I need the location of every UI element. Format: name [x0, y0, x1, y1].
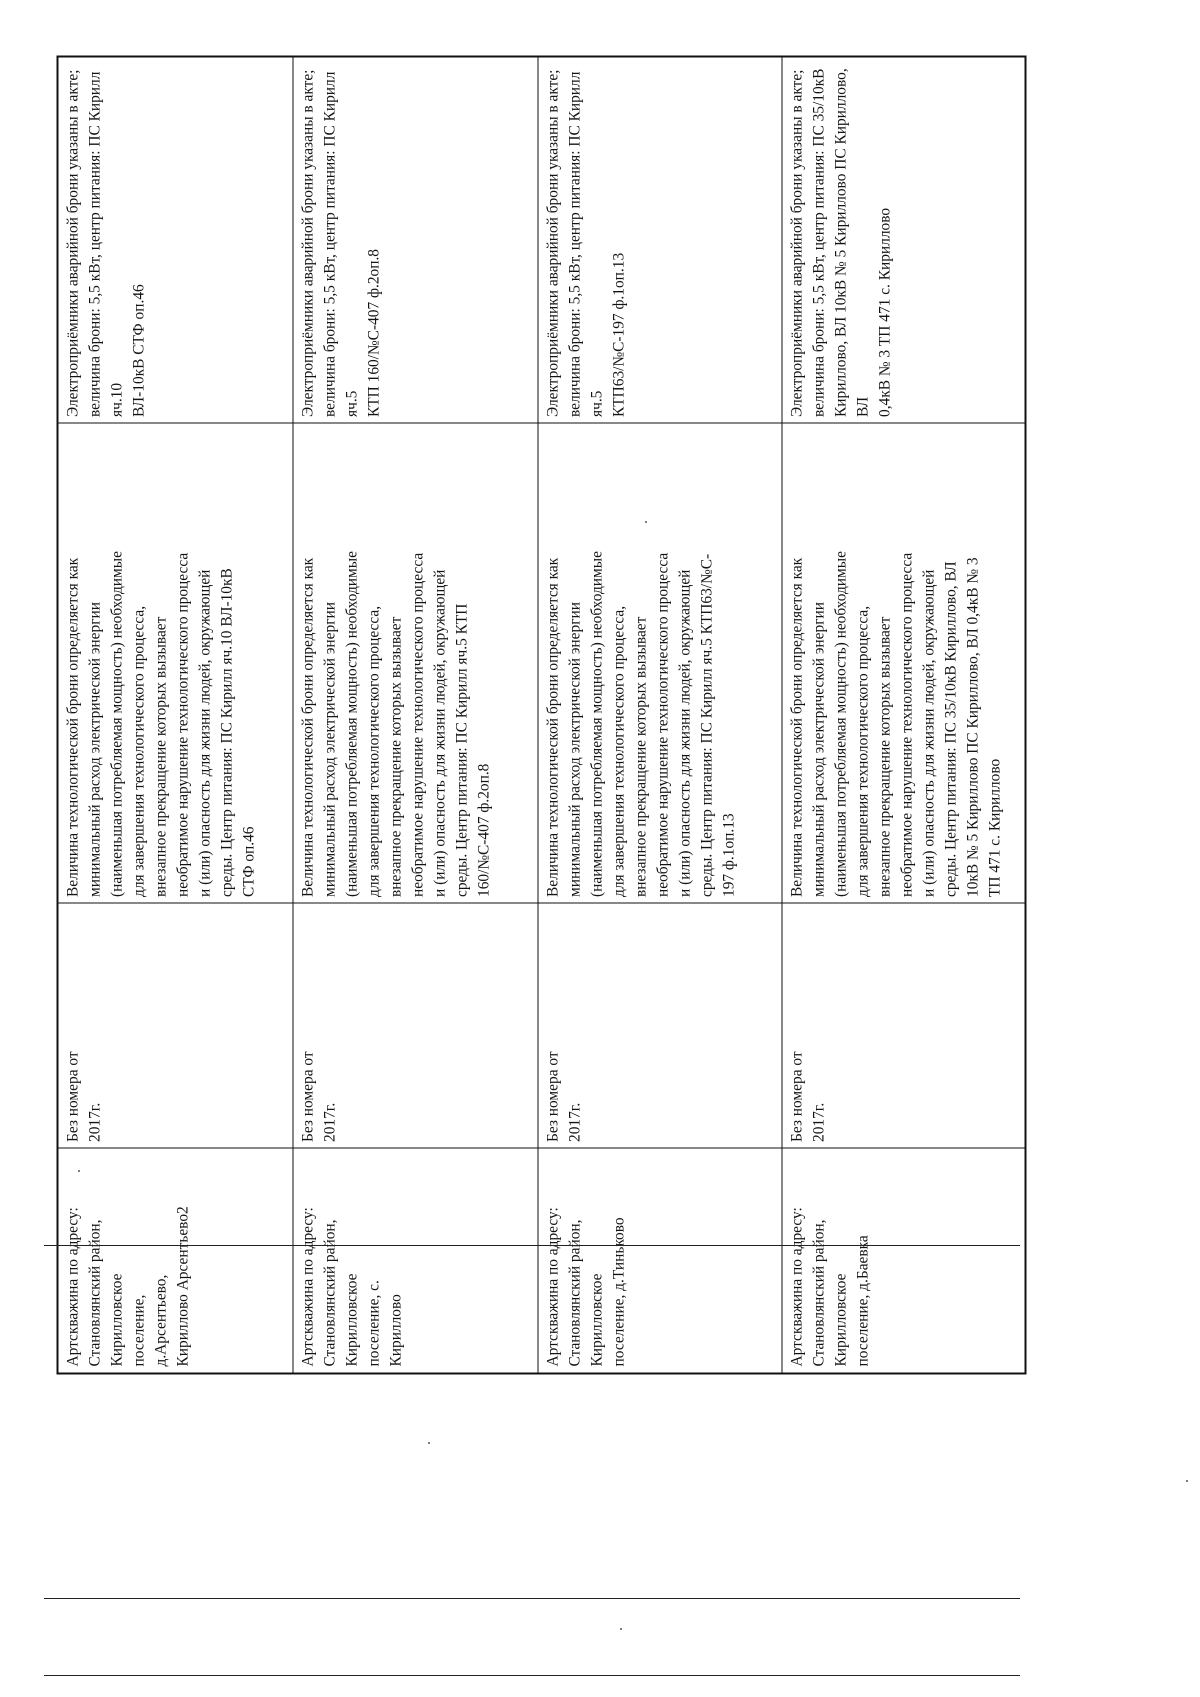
- text-line: ВЛ-10кВ СТФ оп.46: [130, 284, 147, 417]
- text-line: Становлянский район,: [86, 1219, 103, 1367]
- text-line: для завершения технологического процесса,: [609, 605, 627, 897]
- text-line: Артскважина по адресу:: [298, 1207, 316, 1367]
- text-line: внезапное прекращение которых вызывает: [386, 616, 404, 897]
- emergency-reserve-cell: [57, 57, 292, 424]
- text-line: среды. Центр питания: ПС Кирилл яч.5 КТП63/№С-: [697, 553, 715, 897]
- technological-reserve-cell: [292, 424, 537, 904]
- text-line: 2017г.: [86, 1102, 103, 1142]
- technological-reserve-cell: [537, 424, 781, 904]
- text-line: величина брони: 5,5 кВт, центр питания: ПС Кирилл яч.10: [86, 67, 125, 417]
- text-line: Артскважина по адресу:: [787, 1207, 805, 1367]
- document-number-cell: [292, 904, 537, 1149]
- text-line: Кириллово: [386, 1294, 404, 1367]
- text-line: и (или) опасность для жизни людей, окружающей: [430, 569, 448, 897]
- table-row: [781, 57, 1025, 1374]
- text-line: поселение, д.Тиньково: [609, 1217, 627, 1367]
- scan-speck: [1186, 1480, 1188, 1482]
- text-line: Кирилловское: [831, 1273, 849, 1367]
- text-line: Кирилловское: [342, 1273, 360, 1367]
- text-line: для завершения технологического процесса,: [364, 605, 382, 897]
- text-line: Становлянский район,: [809, 1219, 827, 1367]
- text-line: Электроприёмники аварийной брони указаны в акте;: [787, 69, 805, 417]
- text-line: среды. Центр питания: ПС 35/10кВ Кириллово, ВЛ: [941, 561, 959, 897]
- text-line: Электроприёмники аварийной брони указаны в акте;: [298, 69, 316, 417]
- text-line: Кирилловское: [108, 1273, 125, 1367]
- text-line: Артскважина по адресу:: [64, 1207, 81, 1367]
- power-reserve-table: [56, 56, 1026, 1375]
- text-line: Величина технологической брони определяется как: [298, 557, 316, 897]
- horizontal-rule-3: [44, 1675, 1020, 1676]
- text-line: Без номера от: [298, 1051, 316, 1142]
- text-line: (наименьшая потребляемая мощность) необходимые: [342, 551, 360, 897]
- text-line: (наименьшая потребляемая мощность) необходимые: [831, 551, 849, 897]
- text-line: 2017г.: [320, 1102, 338, 1142]
- address-cell: [292, 1149, 537, 1374]
- text-line: 0,4кВ № 3 ТП 471 с. Кириллово: [875, 207, 893, 417]
- text-line: Без номера от: [543, 1051, 561, 1142]
- text-line: внезапное прекращение которых вызывает: [875, 616, 893, 897]
- rotated-table-wrapper: [56, 58, 1024, 1375]
- horizontal-rule-1: [44, 1245, 1020, 1246]
- text-line: для завершения технологического процесса,: [853, 605, 871, 897]
- text-line: КТП 160/№С-407 ф.2оп.8: [364, 249, 382, 417]
- text-line: (наименьшая потребляемая мощность) необходимые: [108, 551, 125, 897]
- text-line: внезапное прекращение которых вызывает: [152, 616, 169, 897]
- text-line: Электроприёмники аварийной брони указаны в акте;: [64, 69, 81, 417]
- text-line: Электроприёмники аварийной брони указаны в акте;: [543, 69, 561, 417]
- text-line: СТФ оп.46: [240, 826, 257, 897]
- table-row: [57, 57, 292, 1374]
- text-line: Без номера от: [64, 1051, 81, 1142]
- text-line: Величина технологической брони определяется как: [787, 557, 805, 897]
- text-line: поселение,: [130, 1294, 147, 1367]
- emergency-reserve-cell: [292, 57, 537, 424]
- text-line: необратимое нарушение технологического процесса: [174, 552, 191, 897]
- text-line: Величина технологической брони определяется как: [64, 557, 81, 897]
- text-line: среды. Центр питания: ПС Кирилл яч.10 ВЛ-10кВ: [218, 568, 235, 897]
- address-cell: [57, 1149, 292, 1374]
- text-line: (наименьшая потребляемая мощность) необходимые: [587, 551, 605, 897]
- text-line: Становлянский район,: [320, 1219, 338, 1367]
- text-line: Становлянский район,: [565, 1219, 583, 1367]
- text-line: величина брони: 5,5 кВт, центр питания: ПС 35/10кВ: [809, 68, 827, 417]
- horizontal-rule-2: [44, 1598, 1020, 1599]
- scan-speck: [645, 521, 647, 523]
- text-line: необратимое нарушение технологического процесса: [897, 552, 915, 897]
- scan-speck: [78, 1170, 80, 1172]
- text-line: Кириллово, ВЛ 10кВ № 5 Кириллово ПС Кириллово, ВЛ: [831, 64, 871, 417]
- text-line: и (или) опасность для жизни людей, окружающей: [919, 569, 937, 897]
- text-line: КТП63/№С-197 ф.1оп.13: [609, 252, 627, 417]
- text-line: Артскважина по адресу:: [543, 1207, 561, 1367]
- text-line: величина брони: 5,5 кВт, центр питания: ПС Кирилл яч.5: [565, 67, 605, 417]
- address-cell: [781, 1149, 1025, 1374]
- text-line: для завершения технологического процесса,: [130, 605, 147, 897]
- scan-speck: [620, 1628, 622, 1630]
- text-line: и (или) опасность для жизни людей, окружающей: [196, 569, 213, 897]
- text-line: д.Арсентьево,: [152, 1274, 169, 1367]
- text-line: необратимое нарушение технологического процесса: [653, 552, 671, 897]
- table-row: [292, 57, 537, 1374]
- text-line: и (или) опасность для жизни людей, окружающей: [675, 569, 693, 897]
- text-line: Без номера от: [787, 1051, 805, 1142]
- text-line: внезапное прекращение которых вызывает: [631, 616, 649, 897]
- document-number-cell: [781, 904, 1025, 1149]
- text-line: Кирилловское: [587, 1273, 605, 1367]
- text-line: минимальный расход электрической энергии: [809, 602, 827, 897]
- technological-reserve-cell: [781, 424, 1025, 904]
- text-line: необратимое нарушение технологического процесса: [408, 552, 426, 897]
- text-line: Кириллово Арсентьево2: [174, 1206, 191, 1367]
- text-line: среды. Центр питания: ПС Кирилл яч.5 КТП: [452, 603, 470, 897]
- text-line: поселение, д.Баевка: [853, 1235, 871, 1367]
- text-line: Величина технологической брони определяется как: [543, 557, 561, 897]
- text-line: 197 ф.1оп.13: [719, 813, 737, 897]
- text-line: 10кВ № 5 Кириллово ПС Кириллово, ВЛ 0,4кВ № 3: [963, 557, 981, 897]
- text-line: 2017г.: [565, 1102, 583, 1142]
- text-line: минимальный расход электрической энергии: [320, 602, 338, 897]
- text-line: минимальный расход электрической энергии: [565, 602, 583, 897]
- address-cell: [537, 1149, 781, 1374]
- text-line: минимальный расход электрической энергии: [86, 602, 103, 897]
- emergency-reserve-cell: [537, 57, 781, 424]
- scan-speck: [428, 1442, 430, 1444]
- document-number-cell: [57, 904, 292, 1149]
- text-line: ТП 471 с. Кириллово: [985, 758, 1003, 897]
- text-line: поселение, с.: [364, 1280, 382, 1367]
- technological-reserve-cell: [57, 424, 292, 904]
- table-row: [537, 57, 781, 1374]
- document-number-cell: [537, 904, 781, 1149]
- text-line: 160/№С-407 ф.2оп.8: [474, 763, 492, 897]
- text-line: 2017г.: [809, 1102, 827, 1142]
- text-line: величина брони: 5,5 кВт, центр питания: ПС Кирилл яч.5: [320, 67, 360, 417]
- table-body: [57, 57, 1025, 1374]
- emergency-reserve-cell: [781, 57, 1025, 424]
